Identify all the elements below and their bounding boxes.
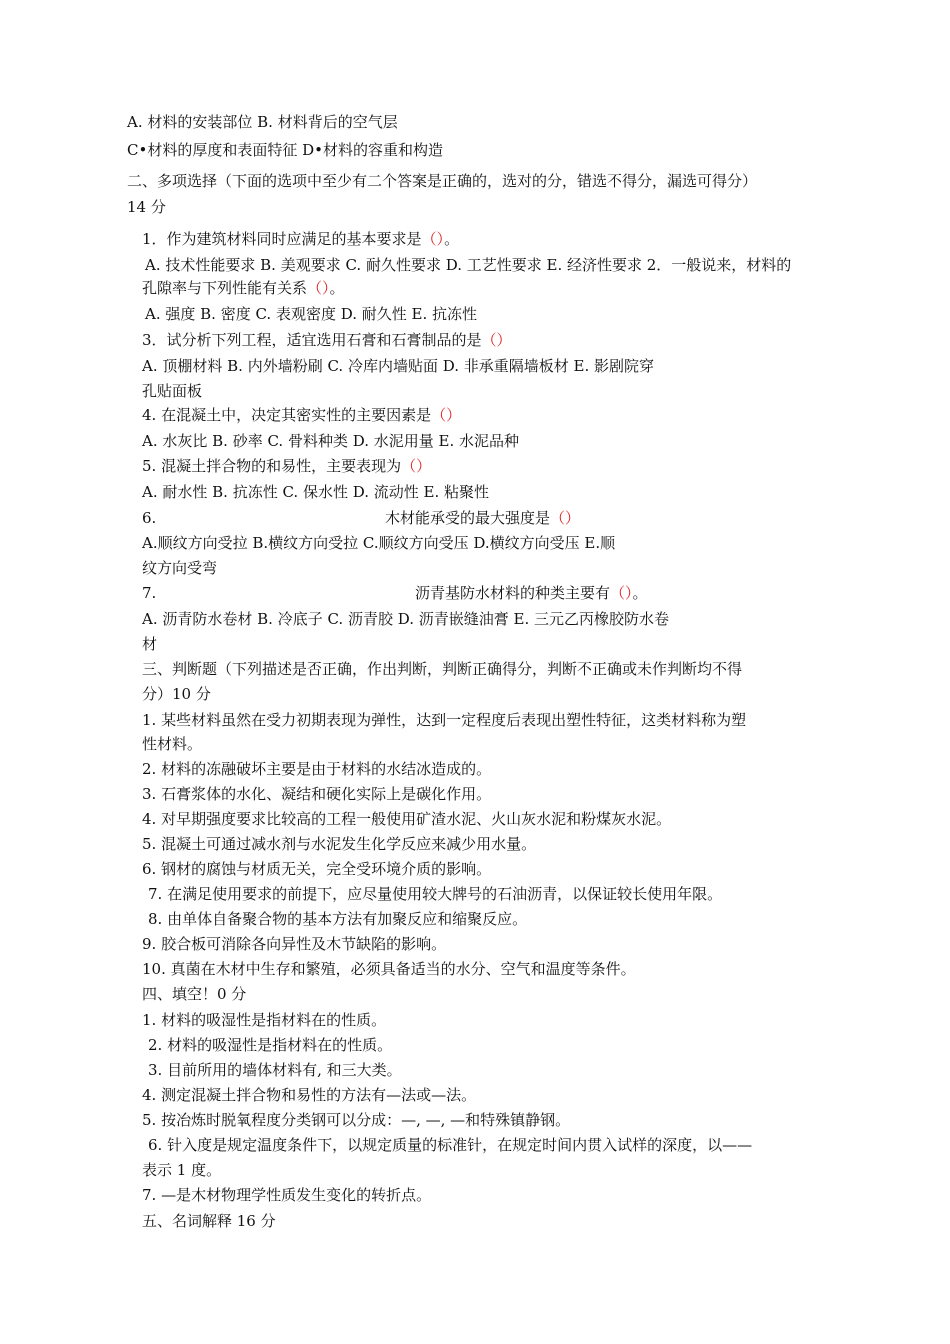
options-line: A. 技术性能要求 B. 美观要求 C. 耐久性要求 D. 工艺性要求 E. 经济性要求 2．一般说来，材料的 (145, 256, 792, 274)
judge-item-6: 6. 钢材的腐蚀与材质无关，完全受环境介质的影响。 (142, 860, 492, 878)
section-score: 14 分 (127, 198, 166, 216)
question-3: 3．试分析下列工程，适宜选用石膏和石膏制品的是（） (142, 331, 512, 349)
judge-item-3: 3. 石膏浆体的水化、凝结和硬化实际上是碳化作用。 (142, 785, 492, 803)
section-heading: 三、判断题（下列描述是否正确，作出判断，判断正确得分，判断不正确或未作判断均不得 (142, 660, 743, 678)
fill-item-1: 1. 材料的吸湿性是指材料在的性质。 (142, 1011, 387, 1029)
options-line: A. 耐水性 B. 抗冻性 C. 保水性 D. 流动性 E. 粘聚性 (142, 483, 489, 501)
options-line: A. 水灰比 B. 砂率 C. 骨料种类 D. 水泥用量 E. 水泥品种 (142, 432, 519, 450)
judge-item-1: 1. 某些材料虽然在受力初期表现为弹性，达到一定程度后表现出塑性特征，这类材料称为塑 (142, 711, 747, 729)
fill-item-5: 5. 按冶炼时脱氧程度分类钢可以分成：—, —, —和特殊镇静钢。 (142, 1111, 571, 1129)
judge-item-9: 9. 胶合板可消除各向异性及木节缺陷的影响。 (142, 935, 447, 953)
options-line-cont: 纹方向受弯 (142, 559, 218, 577)
section-heading: 二、多项选择（下面的选项中至少有二个答案是正确的，选对的分，错选不得分，漏选可得分） (127, 172, 758, 190)
question-7-number: 7. (142, 584, 157, 602)
options-line: A. 沥青防水卷材 B. 冷底子 C. 沥青胶 D. 沥青嵌缝油膏 E. 三元乙丙橡胶防水卷 (142, 610, 669, 628)
fill-item-4: 4. 测定混凝土拌合物和易性的方法有—法或—法。 (142, 1086, 477, 1104)
question-4: 4. 在混凝土中，决定其密实性的主要因素是（） (142, 406, 462, 424)
fill-item-7: 7. —是木材物理学性质发生变化的转折点。 (142, 1186, 432, 1204)
judge-item-4: 4. 对早期强度要求比较高的工程一般使用矿渣水泥、火山灰水泥和粉煤灰水泥。 (142, 810, 672, 828)
section-heading: 五、名词解释 16 分 (142, 1212, 276, 1230)
judge-item-7: 7. 在满足使用要求的前提下，应尽量使用较大牌号的石油沥青，以保证较长使用年限。 (148, 885, 723, 903)
judge-item-10: 10. 真菌在木材中生存和繁殖，必须具备适当的水分、空气和温度等条件。 (142, 960, 636, 978)
options-line-cont: 孔贴面板 (142, 382, 203, 400)
judge-item-5: 5. 混凝土可通过减水剂与水泥发生化学反应来减少用水量。 (142, 835, 537, 853)
judge-item-8: 8. 由单体自备聚合物的基本方法有加聚反应和缩聚反应。 (148, 910, 528, 928)
options-line: A. 强度 B. 密度 C. 表观密度 D. 耐久性 E. 抗冻性 (145, 305, 477, 323)
section-heading: 四、填空！0 分 (142, 985, 247, 1003)
fill-item-6-cont: 表示 1 度。 (142, 1161, 222, 1179)
question-6: 木材能承受的最大强度是（） (385, 509, 581, 527)
fill-item-6: 6. 针入度是规定温度条件下，以规定质量的标准针，在规定时间内贯入试样的深度，以—— (148, 1136, 753, 1154)
judge-item-2: 2. 材料的冻融破坏主要是由于材料的水结冰造成的。 (142, 760, 492, 778)
options-line: A. 顶棚材料 B. 内外墙粉刷 C. 冷库内墙贴面 D. 非承重隔墙板材 E. 影剧院穿 (142, 357, 654, 375)
options-line-cont: 材 (142, 635, 158, 653)
section-score: 分）10 分 (142, 685, 211, 703)
question-6-number: 6. (142, 509, 157, 527)
judge-item-1-cont: 性材料。 (142, 735, 203, 753)
text-line: C•材料的厚度和表面特征 D•材料的容重和构造 (127, 141, 443, 159)
text-line: A. 材料的安装部位 B. 材料背后的空气层 (127, 113, 398, 131)
question-7: 沥青基防水材料的种类主要有（）。 (415, 584, 648, 602)
question-5: 5. 混凝土拌合物的和易性，主要表现为（） (142, 457, 432, 475)
question-2-cont: 孔隙率与下列性能有关系（）。 (142, 279, 345, 297)
fill-item-2: 2. 材料的吸湿性是指材料在的性质。 (148, 1036, 393, 1054)
options-line: A.顺纹方向受拉 B.横纹方向受拉 C.顺纹方向受压 D.横纹方向受压 E.顺 (142, 534, 616, 552)
fill-item-3: 3. 目前所用的墙体材料有, 和三大类。 (148, 1061, 402, 1079)
question-1: 1．作为建筑材料同时应满足的基本要求是（）。 (142, 230, 460, 248)
